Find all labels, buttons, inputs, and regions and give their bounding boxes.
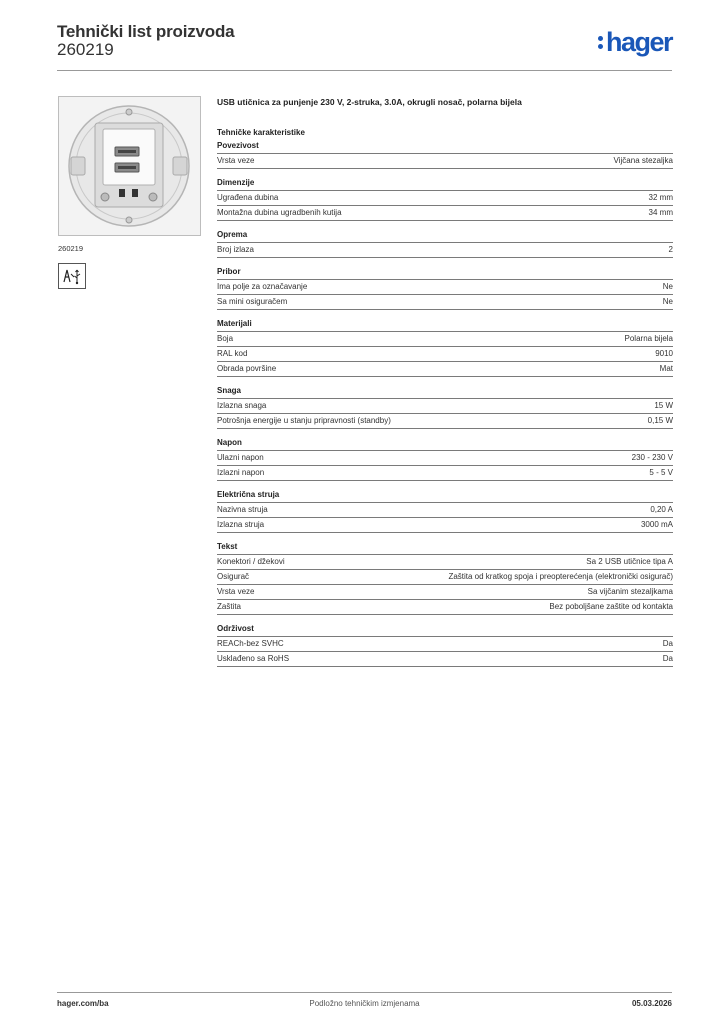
characteristic-group bbox=[217, 267, 673, 310]
page-header bbox=[57, 22, 672, 68]
characteristic-group bbox=[217, 319, 673, 377]
row-label: Montažna dubina ugradbenih kutija bbox=[217, 208, 342, 217]
characteristic-row bbox=[217, 451, 673, 466]
characteristic-row bbox=[217, 362, 673, 377]
group-title: Snaga bbox=[217, 386, 673, 399]
row-value: Da bbox=[662, 639, 673, 648]
row-label: RAL kod bbox=[217, 349, 248, 358]
group-title: Električna struja bbox=[217, 490, 673, 503]
characteristic-row bbox=[217, 518, 673, 533]
row-value: Mat bbox=[659, 364, 673, 373]
header-divider bbox=[57, 70, 672, 71]
logo-text: hager bbox=[605, 26, 672, 57]
page-footer bbox=[57, 992, 672, 1009]
row-value: 0,20 A bbox=[650, 505, 673, 514]
row-label: Ugrađena dubina bbox=[217, 193, 279, 202]
row-value: 9010 bbox=[655, 349, 673, 358]
row-value: Zaštita od kratkog spoja i preopterećenja (elektronički osigurač) bbox=[448, 572, 673, 581]
row-label: Izlazna struja bbox=[217, 520, 265, 529]
row-label: Vrsta veze bbox=[217, 587, 255, 596]
row-label: Izlazna snaga bbox=[217, 401, 267, 410]
characteristic-row bbox=[217, 399, 673, 414]
usb-socket-illustration-icon bbox=[59, 97, 200, 235]
characteristic-row bbox=[217, 206, 673, 221]
group-title: Napon bbox=[217, 438, 673, 451]
row-label: Vrsta veze bbox=[217, 156, 255, 165]
row-label: Zaštita bbox=[217, 602, 242, 611]
characteristic-group bbox=[217, 386, 673, 429]
row-value: Ne bbox=[662, 282, 673, 291]
row-value: 3000 mA bbox=[640, 520, 673, 529]
row-value: Vijčana stezaljka bbox=[613, 156, 673, 165]
row-value: 2 bbox=[668, 245, 673, 254]
row-value: Sa 2 USB utičnice tipa A bbox=[586, 557, 673, 566]
technical-content bbox=[217, 96, 673, 667]
row-label: REACh-bez SVHC bbox=[217, 639, 284, 648]
row-label: Usklađeno sa RoHS bbox=[217, 654, 290, 663]
characteristic-row bbox=[217, 466, 673, 481]
group-title: Održivost bbox=[217, 624, 673, 637]
characteristics-groups bbox=[217, 141, 673, 667]
characteristic-group bbox=[217, 490, 673, 533]
group-title: Tekst bbox=[217, 542, 673, 555]
row-label: Ima polje za označavanje bbox=[217, 282, 308, 291]
characteristic-row bbox=[217, 600, 673, 615]
characteristic-row bbox=[217, 191, 673, 206]
row-value: 34 mm bbox=[648, 208, 673, 217]
row-value: Ne bbox=[662, 297, 673, 306]
row-label: Broj izlaza bbox=[217, 245, 254, 254]
product-image bbox=[58, 96, 201, 236]
characteristic-row bbox=[217, 280, 673, 295]
characteristic-group bbox=[217, 141, 673, 169]
connection-usb-symbol-icon bbox=[58, 263, 86, 289]
characteristic-row bbox=[217, 585, 673, 600]
footer-date: 05.03.2026 bbox=[631, 999, 672, 1008]
footer-website[interactable]: hager.com/ba bbox=[57, 999, 109, 1008]
product-description: USB utičnica za punjenje 230 V, 2-struka, 3.0A, okrugli nosač, polarna bijela bbox=[217, 97, 522, 107]
characteristic-row bbox=[217, 555, 673, 570]
characteristic-row bbox=[217, 570, 673, 585]
characteristic-row bbox=[217, 347, 673, 362]
row-label: Potrošnja energije u stanju pripravnosti (standby) bbox=[217, 416, 391, 425]
row-value: 230 - 230 V bbox=[631, 453, 673, 462]
characteristic-group bbox=[217, 438, 673, 481]
row-label: Ulazni napon bbox=[217, 453, 264, 462]
characteristic-row bbox=[217, 295, 673, 310]
characteristic-group bbox=[217, 178, 673, 221]
characteristic-row bbox=[217, 414, 673, 429]
characteristic-group bbox=[217, 624, 673, 667]
hager-logo bbox=[598, 25, 672, 59]
row-label: Izlazni napon bbox=[217, 468, 265, 477]
row-label: Osigurač bbox=[217, 572, 250, 581]
row-value: 0,15 W bbox=[647, 416, 673, 425]
characteristic-row bbox=[217, 243, 673, 258]
characteristic-row bbox=[217, 652, 673, 667]
group-title: Dimenzije bbox=[217, 178, 673, 191]
group-title: Materijali bbox=[217, 319, 673, 332]
row-value: Sa vijčanim stezaljkama bbox=[587, 587, 673, 596]
row-label: Konektori / džekovi bbox=[217, 557, 285, 566]
row-value: 32 mm bbox=[648, 193, 673, 202]
row-value: 5 - 5 V bbox=[649, 468, 673, 477]
image-caption: 260219 bbox=[58, 244, 84, 253]
logo-dots-icon bbox=[598, 33, 604, 51]
characteristic-row bbox=[217, 503, 673, 518]
row-label: Boja bbox=[217, 334, 234, 343]
group-title: Povezivost bbox=[217, 141, 673, 154]
row-label: Obrada površine bbox=[217, 364, 277, 373]
product-number: 260219 bbox=[57, 40, 114, 59]
document-title: Tehnički list proizvoda bbox=[57, 22, 235, 41]
row-value: Bez poboljšane zaštite od kontakta bbox=[549, 602, 673, 611]
characteristic-row bbox=[217, 637, 673, 652]
characteristic-row bbox=[217, 154, 673, 169]
row-value: Polarna bijela bbox=[624, 334, 673, 343]
group-title: Pribor bbox=[217, 267, 673, 280]
row-value: Da bbox=[662, 654, 673, 663]
group-title: Oprema bbox=[217, 230, 673, 243]
characteristic-group bbox=[217, 230, 673, 258]
footer-note: Podložno tehničkim izmjenama bbox=[309, 999, 420, 1008]
row-label: Nazivna struja bbox=[217, 505, 268, 514]
row-label: Sa mini osiguračem bbox=[217, 297, 288, 306]
section-title: Tehničke karakteristike bbox=[217, 128, 305, 137]
characteristic-group bbox=[217, 542, 673, 615]
characteristic-row bbox=[217, 332, 673, 347]
row-value: 15 W bbox=[654, 401, 673, 410]
